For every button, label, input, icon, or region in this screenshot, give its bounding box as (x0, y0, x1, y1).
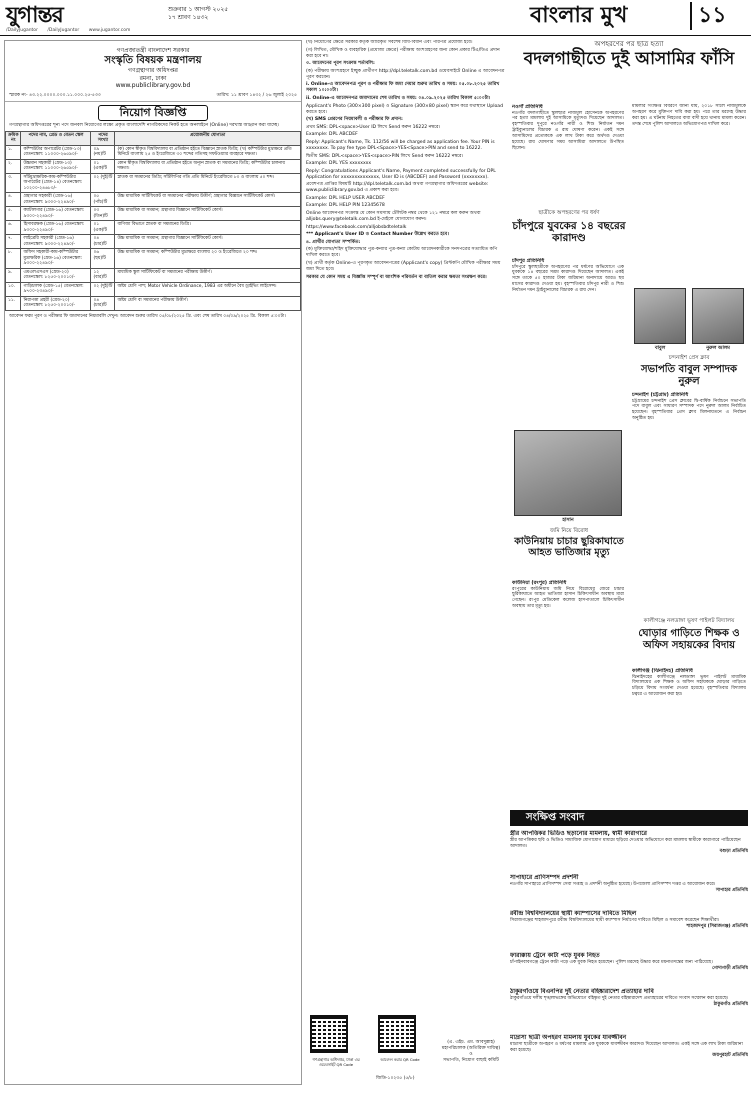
instr-para: (ক) পরীক্ষায় অংশগ্রহণে ইচ্ছুক প্রার্থীগণ http://dpl.teletalk.com.bd ওয়েবসাইটে Online এ আবেদনপত্র পূরণ করবেন। (306, 68, 505, 80)
newspaper-logo: যুগান্তর (6, 2, 63, 28)
photo-caption-victim: হাসান (562, 518, 574, 523)
cell-serial: ৮. (6, 249, 21, 269)
digest-byline: বগুড়া প্রতিনিধি (719, 849, 748, 855)
cell-count: ০৫ (পাঁচ)টি (91, 193, 115, 207)
department-website[interactable]: www.publiclibrary.gov.bd (115, 82, 191, 89)
social-links (6, 28, 138, 34)
signer-conjunction: ও (469, 1052, 473, 1058)
cell-serial: ১১. (6, 296, 21, 310)
cell-serial: ৩. (6, 173, 21, 193)
digest-body: মাদ্রাসা ছাত্রীকে অপহরণ ও ধর্ষণের মামলায় এক যুবককে যাবজ্জীবন কারাদণ্ড দিয়েছেন আদালত। একই সঙ্গে এক লাখ টাকা জরিমানা করা হয়েছে। (510, 1041, 743, 1053)
closing-note: সরকার যে কোন সময় এ বিজ্ঞপ্তি সম্পূর্ণ বা আংশিক পরিবর্তন বা বাতিল করার ক্ষমতা সংরক্ষণ করে। (306, 274, 487, 280)
department-address: রমনা, ঢাকা (139, 74, 167, 82)
cell-qualification: অষ্টম শ্রেণি বা সমমানের পরীক্ষায় উত্তীর্ণ। (115, 296, 301, 310)
cell-count: ০২ (দুই)টি (91, 173, 115, 193)
cell-count: ০১ (এক)টি (91, 159, 115, 173)
story5-kicker: কালীগঞ্জে নলডাঙ্গা ভূষণ পাইলট বিদ্যালয় (643, 618, 735, 624)
instr-end-date: ii. Online-এ আবেদনপত্র জমাদানের শেষ তারিখ ও সময়: ০৪.০৯.২০২৫ তারিখ বিকাল ৫:০০টা। (306, 96, 491, 101)
twitter-link[interactable]: /DailyJugantor (47, 28, 80, 33)
cell-serial: ৪. (6, 193, 21, 207)
facebook-link[interactable]: /DailyJugantor (6, 28, 38, 33)
rules-heading: ৪. প্রার্থীর যোগ্যতা সম্পর্কিত: (306, 239, 361, 245)
lead-story-col1 (512, 104, 624, 204)
lead-body-continued: মামলার সংক্ষিপ্ত বিবরণে জানা যায়, ২০১৮ সালে নাজমুলকে অপহরণ করে মুক্তিপণ দাবি করা হয়। পরে তার মরদেহ উদ্ধার করা হয়। এ ঘটনায় নিহতের বাবা বাদী হয়ে থানায় মামলা করেন। তদন্ত শেষে পুলিশ আদালতে অভিযোগপত্র দাখিল করে। (632, 104, 746, 127)
instr-heading: ৩. আবেদনের পূরণ সংক্রান্ত শর্তাবলি: (306, 61, 375, 67)
help-example-2: Example: DPL HELP PIN 12345678 (306, 203, 385, 209)
government-line: গণপ্রজাতন্ত্রী বাংলাদেশ সরকার (116, 47, 190, 54)
story4-byline: কাউনিয়া (রংপুর) প্রতিনিধি (512, 580, 567, 586)
instr-start-date: i. Online-এ আবেদনপত্র পূরণ ও পরীক্ষার ফি জমা দেয়ার শুরুর তারিখ ও সময়: ০৫.০৮.২০২৫ তারিখ সকাল ১০:০০টা। (306, 82, 500, 94)
cell-count: ০৩ (তিন)টি (91, 207, 115, 221)
signer-org: সভাপতি, নিয়োগ বাছাই কমিটি (443, 1058, 499, 1064)
table-row (6, 173, 301, 193)
story4-body-block (512, 580, 624, 805)
digest-byline: শাহজাদপুর (সিরাজগঞ্জ) প্রতিনিধি (686, 923, 748, 929)
cell-count: ১২ (বার)টি (91, 268, 115, 282)
cell-post: নিরাপত্তা প্রহরী (গ্রেড-২০) বেতনস্কেল: ৮২৫০-২০০১০/- (21, 296, 91, 310)
photo-caption-right: নুরুল আলম (706, 346, 730, 351)
table-row (6, 193, 301, 207)
cell-qualification: (ক) কোন স্বীকৃত বিশ্ববিদ্যালয় বা প্রতিষ্ঠান হইতে বিজ্ঞানে স্নাতক ডিগ্রি; (খ) কম্পিউটার মুদ্রাক্ষরে প্রতি মিনিটে বাংলায় ২৫ ও ইংরেজিতে ৩০ শব্দের গতিসহ সফটওয়্যার ব্যবহারে দক্ষতা। (115, 145, 301, 159)
story2-body: চাঁদপুরে স্কুলছাত্রীকে অপহরণের পর ধর্ষণের অভিযোগে এক যুবককে ১৪ বছরের সশ্রম কারাদণ্ড দিয়েছেন আদালত। একই সঙ্গে তাকে ৫০ হাজার টাকা জরিমানা অনাদায়ে আরও ছয় মাসের কারাদণ্ড দেওয়া হয়। বৃহস্পতিবার চাঁদপুর নারী ও শিশু নির্যাতন দমন ট্রাইব্যুনালের বিচারক এ রায় দেন। (512, 264, 624, 293)
digest-item[interactable] (510, 1034, 748, 1082)
story3-byline: চন্দনাইশ (চট্টগ্রাম) প্রতিনিধি (632, 392, 689, 398)
cell-post: গাড়িচালক (গ্রেড-১৫) বেতনস্কেল: ৯৭০০-২৩৪৯০/- (21, 282, 91, 296)
qr-caption-website: গণগ্রন্থাগার অধিদপ্তর, ঢাকা এর ওয়েবসাইট QR Code (312, 1057, 360, 1067)
table-row (6, 145, 301, 159)
lead-headline[interactable]: বদলগাছীতে দুই আসামির ফাঁসি (523, 48, 735, 69)
cell-post: এমএলএসএস (গ্রেড-২০) বেতনস্কেল: ৮২৫০-২০০১০/- (21, 268, 91, 282)
instr-para: প্রবেশপত্র প্রাপ্তির বিষয়টি http://dpl.teletalk.com.bd অথবা গণগ্রন্থাগার অধিদপ্তরের website: www.publiclibrary.gov.bd এ প্রকাশ করা হবে। (306, 182, 489, 194)
sms-step-2: দ্বিতীয় SMS: DPL<space>YES<space>PIN লিখে Send করুন 16222 নম্বরে। (306, 153, 464, 159)
news-digest-header: সংক্ষিপ্ত সংবাদ (510, 810, 748, 826)
photo-caption-left: বাবুল (654, 346, 666, 351)
sms-step-1: প্রথম SMS: DPL<space>User ID লিখে Send করুন 16222 নম্বরে। (306, 124, 441, 130)
cell-qualification: অষ্টম শ্রেণি পাশ; Motor Vehicle Ordinance, 1983 এর অধীনে বৈধ ড্রাইভিং লাইসেন্স। (115, 282, 301, 296)
cell-count: ০৪ (চার)টি (91, 296, 115, 310)
digest-title: সাপাহারে প্রাণিসম্পদ প্রদর্শনী (510, 874, 579, 881)
cell-qualification: স্নাতক বা সমমানের ডিগ্রি; সাঁটলিপির গতি প্রতি মিনিটে ইংরেজিতে ৮০ ও বাংলায় ৫০ শব্দ। (115, 173, 301, 193)
date-english: শুক্রবার ১ আগস্ট ২০২৫ (168, 6, 229, 13)
instr-para: (খ) নিয়োগের ক্ষেত্রে সরকার কর্তৃক জারিকৃত সর্বশেষ বিধি-বিধান এবং পরিপত্র প্রযোজ্য হবে। (306, 40, 473, 45)
digest-item[interactable] (510, 874, 748, 908)
cell-serial: ২. (6, 159, 21, 173)
news-photo-victim (514, 430, 622, 516)
sms-example-2: Example: DPL YES xxxxxxxx (306, 161, 372, 167)
instr-para: (গ) লিখিত, মৌখিক ও ব্যবহারিক (প্রযোজ্য ক্ষেত্রে) পরীক্ষায় অংশগ্রহণের জন্য কোন প্রকার টিএ/ডিএ প্রদান করা হবে না। (306, 47, 500, 59)
cell-post: কম্পিউটার অপারেটর (গ্রেড-১৩) বেতনস্কেল: ১১০০০-২৬৫৯০/- (21, 145, 91, 159)
story4-kicker: জমি নিয়ে বিরোধ (550, 528, 588, 534)
cell-post: লাইব্রেরি সহকারী (গ্রেড-১৬) বেতনস্কেল: ৯৩০০-২২৪৯০/- (21, 235, 91, 249)
digest-item[interactable] (510, 952, 748, 986)
story2-kicker: ছাত্রীকে অপহরণের পর ধর্ষণ (538, 210, 600, 216)
digest-item[interactable] (510, 910, 748, 950)
cell-count: ০৪ (চার)টি (91, 235, 115, 249)
story3-headline[interactable]: সভাপতি বাবুল সম্পাদক নুরুল (641, 364, 737, 387)
cell-post: অফিস সহকারী-কাম-কম্পিউটার মুদ্রাক্ষরিক (গ্রেড-১৬) বেতনস্কেল: ৯৩০০-২২৪৯০/- (21, 249, 91, 269)
ad-reference: জিডি-১০২৩৫ (৫/৮) (376, 1076, 415, 1081)
sms-example-1: Example: DPL ABCDEF (306, 132, 358, 138)
signer-title: মহাপরিচালক (অতিরিক্ত দায়িত্ব) (441, 1046, 501, 1052)
digest-body: ঠাকুরগাঁওয়ে দলীয় শৃঙ্খলাভঙ্গের অভিযোগে বহিষ্কৃত দুই নেতার বহিষ্কারাদেশ প্রত্যাহারের দাবিতে সংবাদ সম্মেলন করা হয়েছে। (510, 995, 729, 1001)
cell-post: হিসাবরক্ষক (গ্রেড-১৬) বেতনস্কেল: ৯৩০০-২২৪৯০/- (21, 221, 91, 235)
cell-qualification: উচ্চ মাধ্যমিক বা সমমান; গ্রন্থাগার বিজ্ঞানে সার্টিফিকেট কোর্স। (115, 235, 301, 249)
story2-body-block (512, 258, 624, 423)
memo-number: স্মারক নং- ৪৩.২২.০০০০.০০০.১১.০০০.২৫-৫৩৩ (9, 92, 101, 98)
story4-body: রংপুরের কাউনিয়ায় জমি নিয়ে বিরোধের জেরে চাচার ছুরিকাঘাতে আহত ভাতিজা হাসান চিকিৎসাধীন অবস্থায় মারা গেছেন। রংপুর মেডিকেল কলেজ হাসপাতালে চিকিৎসাধীন অবস্থায় তার মৃত্যু হয়। (512, 586, 624, 610)
digest-title: স্ত্রীর আপত্তিকর ভিডিও ছড়ানোর মামলায়, স্বামী কারাগারে (510, 830, 647, 837)
story2-byline: চাঁদপুর প্রতিনিধি (512, 258, 545, 264)
cell-count: ০৯ (নয়)টি (91, 145, 115, 159)
cell-qualification: মাধ্যমিক স্কুল সার্টিফিকেট বা সমমানের পরীক্ষায় উত্তীর্ণ। (115, 268, 301, 282)
cell-qualification: উচ্চ মাধ্যমিক বা সমমান; গ্রন্থাগার বিজ্ঞানে সার্টিফিকেট কোর্স। (115, 207, 301, 221)
portrait-photo-right (692, 288, 744, 344)
cell-post: ক্যাটালগার (গ্রেড-১৬) বেতনস্কেল: ৯৩০০-২২৪৯০/- (21, 207, 91, 221)
table-header-row (6, 131, 301, 145)
cell-serial: ৫. (6, 207, 21, 221)
website-link[interactable]: www.jugantor.com (88, 28, 131, 33)
memo-line (5, 90, 301, 103)
lead-story-col2 (632, 104, 746, 284)
table-row (6, 235, 301, 249)
digest-byline: জয়পুরহাট প্রতিনিধি (712, 1053, 748, 1059)
header-qualification: প্রয়োজনীয় যোগ্যতা (115, 131, 301, 145)
cell-serial: ৬. (6, 221, 21, 235)
cell-serial: ১. (6, 145, 21, 159)
instr-subject: *** Applicant's User ID ও Contact Number উল্লেখ করতে হবে। (306, 232, 449, 238)
sms-reply-2: Reply: Congratulations Applicant's Name, Payment completed successfully for DPL Application for xxxxxxxxxxxxxx, User ID is (ABCDEF) and Password (xxxxxxxx). (306, 168, 496, 180)
news-section (510, 40, 748, 1085)
digest-body: চাঁপাইনবাবগঞ্জে ট্রেনে কাটা পড়ে এক যুবক নিহত হয়েছেন। পুলিশ মরদেহ উদ্ধার করে ময়নাতদন্তের জন্য পাঠিয়েছে। (510, 959, 713, 965)
digest-title: ফারাক্কায় ট্রেনে কাটা পড়ে যুবক নিহত (510, 952, 600, 959)
cell-count: ০১ (এক)টি (91, 221, 115, 235)
story2-headline[interactable]: চাঁদপুরে যুবকের ১৪ বছরের কারাদণ্ড (512, 220, 626, 245)
cell-qualification: কোন স্বীকৃত বিশ্ববিদ্যালয় বা প্রতিষ্ঠান হইতে অন্যূন স্নাতক বা সমমানের ডিগ্রি; কম্পিউটার চালনায় দক্ষতা। (115, 159, 301, 173)
digest-body: নওগাঁর সাপাহারে প্রাণিসম্পদ সেবা সপ্তাহ ও প্রদর্শনী অনুষ্ঠিত হয়েছে। উপজেলা প্রাণিসম্পদ দপ্তর এ আয়োজন করে। (510, 881, 716, 887)
table-row (6, 159, 301, 173)
notice-intro: গণগ্রন্থাগার অধিদপ্তরের শূন্য পদে জনবল নিয়োগের লক্ষ্যে প্রকৃত বাংলাদেশি নাগরিকদের নিকট হতে অনলাইনে (Online) দরখাস্ত আহ্বান করা যাচ্ছে। (9, 122, 280, 128)
facebook-url[interactable]: https://www.facebook.com/alljobsbdteletalk (306, 224, 407, 230)
cell-post: সাঁটমুদ্রাক্ষরিক-কাম-কম্পিউটার অপারেটর (গ্রেড-১৪) বেতনস্কেল: ১০২০০-২৪৬৮০/- (21, 173, 91, 193)
page-number: ১১ (690, 2, 727, 30)
application-instructions (306, 40, 506, 1085)
cell-count: ০৬ (ছয়)টি (91, 249, 115, 269)
date-bangla: ১৭ শ্রাবণ ১৪৩২ (168, 14, 209, 22)
digest-title: ঠাকুরগাঁওয়ে বিএনপির দুই নেতার বহিষ্কারাদেশ প্রত্যাহার দাবি (510, 988, 654, 995)
rule-item: (খ) প্রার্থী কর্তৃক Online-এ পূরণকৃত আবেদনপত্রের (Applicant's copy) প্রিন্টকপি মৌখিক পরীক্ষার সময় জমা দিতে হবে। (306, 260, 501, 272)
sms-heading: (খ) SMS প্রেরণের নিয়মাবলী ও পরীক্ষার ফি প্রদান: (306, 117, 403, 123)
vacancy-table (5, 131, 301, 311)
masthead-date (168, 6, 228, 23)
cell-serial: ৭. (6, 235, 21, 249)
story4-headline[interactable]: কাউনিয়ায় চাচার ছুরিকাঘাতে আহত ভাতিজার মৃত্যু (514, 536, 624, 558)
lead-kicker: অপহরণের পর ছাত্র হত্যা (594, 40, 664, 48)
table-row (6, 249, 301, 269)
signature-block (436, 1040, 506, 1064)
digest-byline: ঠাকুরগাঁও প্রতিনিধি (713, 1001, 748, 1007)
sms-reply-1: Reply: Applicant's Name, Tk. 112/56 will be charged as application fee. Your PIN is xxxxxxxx. To pay fee type DPL<Space>YES<Space>PIN and send to 16222. (306, 139, 495, 151)
digest-title: মাদ্রাসা ছাত্রী অপহরণ মামলায় যুবকের যাবজ্জীবন (510, 1034, 627, 1041)
department-name: গণগ্রন্থাগার অধিদপ্তর (128, 67, 178, 74)
notice-footnote: আবেদন ফরম পূরণ ও পরীক্ষার ফি জমাদানের নিয়মাবলি দেখুন। আবেদন শুরুর তারিখ ০৫/০৮/২০২৫ খ্রি. এবং শেষ তারিখ ০৪/০৯/২০২৫ খ্রি. বিকাল ৫:০০টা। (9, 313, 286, 319)
story5-body-block (632, 668, 746, 805)
header-count: পদের সংখ্যা (91, 131, 115, 145)
cell-qualification: উচ্চ মাধ্যমিক সার্টিফিকেট বা সমমানের পরীক্ষায় উত্তীর্ণ; গ্রন্থাগার বিজ্ঞানে সার্টিফিকেট কোর্স। (115, 193, 301, 207)
table-row (6, 221, 301, 235)
digest-byline: গোদাগাড়ী প্রতিনিধি (712, 965, 748, 971)
portrait-photo-left (634, 288, 686, 344)
notice-title: নিয়োগ বিজ্ঞপ্তি (98, 105, 208, 121)
signer-name: (এ. এইচ. এম. আবদুল্লাহ) (447, 1040, 495, 1045)
header-serial: ক্রমিক নং (6, 131, 21, 145)
table-row (6, 268, 301, 282)
qr-caption-apply: আবেদন করার QR Code (380, 1057, 420, 1062)
cell-post: উচ্চমান সহকারী (গ্রেড-১৩) বেতনস্কেল: ১১০০০-২৬৫৯০/- (21, 159, 91, 173)
instr-para: Applicant's Photo (300×300 pixel) ও Signature (300×80 pixel) স্ক্যান করে যথাস্থানে Upload করতে হবে। (306, 103, 504, 115)
ministry-name: সংস্কৃতি বিষয়ক মন্ত্রণালয় (104, 54, 202, 66)
instr-contact: Online আবেদনপত্র সংক্রান্ত যে কোন সমস্যায় টেলিটক নম্বর থেকে ১২১ নম্বরে কল করুন অথবা alljobs.query@teletalk.com.bd ই-মেইলে যোগাযোগ করুন। (306, 211, 481, 223)
website-qr-code[interactable] (310, 1015, 348, 1053)
lead-byline: নওগাঁ প্রতিনিধি (512, 104, 543, 110)
cell-serial: ৯. (6, 268, 21, 282)
digest-title: রবীন্দ্র বিশ্ববিদ্যালয়ের স্থায়ী ক্যাম্পাসের দাবিতে মিছিল (510, 910, 637, 917)
cell-qualification: বাণিজ্য বিভাগে স্নাতক বা সমমানের ডিগ্রি। (115, 221, 301, 235)
memo-date: তারিখ: ১১ শ্রাবণ ১৪৩২ / ২৬ জুলাই ২০২৫ (216, 92, 297, 98)
rule-item: (ক) মুক্তিযোদ্ধা/শহিদ মুক্তিযোদ্ধার পুত্র-কন্যার পুত্র-কন্যা কোটায় আবেদনকারীকে সনদপত্রের সত্যায়িত কপি দাখিল করতে হবে। (306, 247, 498, 259)
story3-kicker: চন্দনাইশ প্রেস ক্লাব (668, 355, 710, 361)
help-example-1: Example: DPL HELP USER ABCDEF (306, 195, 385, 201)
cell-post: গ্রন্থাগার সহকারী (গ্রেড-১৬) বেতনস্কেল: ৯৩০০-২২৪৯০/- (21, 193, 91, 207)
cell-serial: ১০. (6, 282, 21, 296)
section-title: বাংলার মুখ (530, 2, 628, 28)
lead-body: নওগাঁর বদলগাছীতে স্কুলছাত্র নাজমুল হোসেনকে অপহরণের পর হত্যা মামলায় দুই আসামিকে মৃত্যুদণ্ড দিয়েছেন আদালত। বৃহস্পতিবার দুপুরে নওগাঁর নারী ও শিশু নির্যাতন দমন ট্রাইব্যুনালের বিচারক এ রায় ঘোষণা করেন। একই সঙ্গে আসামিদের প্রত্যেককে এক লাখ টাকা করে অর্থদণ্ড দেওয়া হয়েছে। রায় ঘোষণার সময় আসামিরা আদালতে উপস্থিত ছিলেন। (512, 110, 624, 151)
masthead (0, 0, 751, 36)
story5-headline[interactable]: ঘোড়ার গাড়িতে শিক্ষক ও অফিস সহায়কের বিদায় (638, 628, 740, 651)
digest-body: স্ত্রীর আপত্তিকর ছবি ও ভিডিও সামাজিক যোগাযোগ মাধ্যমে ছড়িয়ে দেওয়ার অভিযোগে করা মামলায় স্বামীকে কারাগারে পাঠিয়েছেন আদালত। (510, 837, 741, 849)
recruitment-notice (4, 40, 302, 1085)
digest-item[interactable] (510, 988, 748, 1032)
digest-body: সিরাজগঞ্জের শাহজাদপুরে রবীন্দ্র বিশ্ববিদ্যালয়ের স্থায়ী ক্যাম্পাস নির্মাণের দাবিতে মিছিল ও সমাবেশ করেছেন শিক্ষার্থীরা। (510, 917, 720, 923)
header-post: পদের নাম, গ্রেড ও বেতন স্কেল (21, 131, 91, 145)
apply-qr-code[interactable] (378, 1015, 416, 1053)
story3-body-block (632, 392, 746, 612)
digest-item[interactable] (510, 830, 748, 872)
table-row (6, 207, 301, 221)
cell-count: ০২ (দুই)টি (91, 282, 115, 296)
cell-qualification: উচ্চ মাধ্যমিক বা সমমান; কম্পিউটার মুদ্রাক্ষরে বাংলায় ২০ ও ইংরেজিতে ২০ শব্দ। (115, 249, 301, 269)
table-row (6, 296, 301, 310)
table-row (6, 282, 301, 296)
digest-byline: সাপাহার প্রতিনিধি (715, 887, 748, 893)
story3-body: চট্টগ্রামের চন্দনাইশ প্রেস ক্লাবের দ্বি-বার্ষিক নির্বাচনে সভাপতি পদে বাবুল এবং সাধারণ সম্পাদক পদে নুরুল আলম নির্বাচিত হয়েছেন। বৃহস্পতিবার প্রেস ক্লাব মিলনায়তনে এ নির্বাচন অনুষ্ঠিত হয়। (632, 398, 746, 422)
story5-byline: কালীগঞ্জ (ঝিনাইদহ) প্রতিনিধি (632, 668, 693, 674)
story5-body: ঝিনাইদহের কালীগঞ্জে নলডাঙ্গা ভূষণ পাইলট মাধ্যমিক বিদ্যালয়ের এক শিক্ষক ও অফিস সহায়ককে ঘোড়ার গাড়িতে চড়িয়ে বিদায় সংবর্ধনা দেওয়া হয়েছে। বৃহস্পতিবার বিদ্যালয় চত্বরে এ আয়োজন করা হয়। (632, 674, 746, 698)
